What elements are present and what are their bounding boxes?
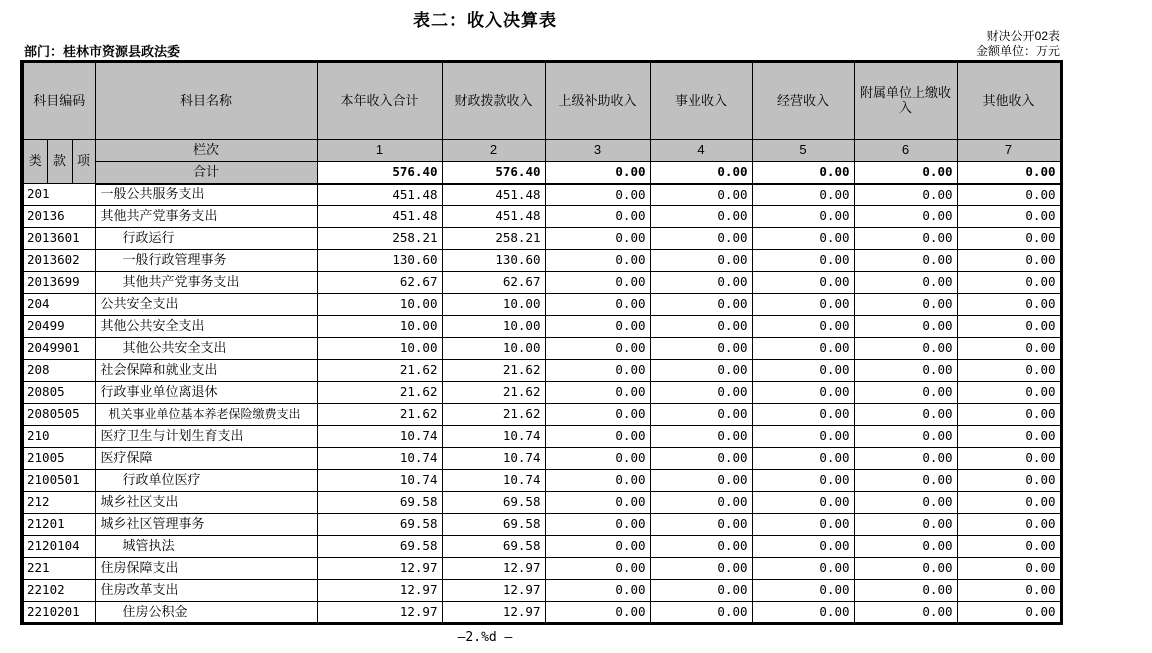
- header-row: [22, 62, 1061, 140]
- value-cell-4: 0.00: [650, 184, 752, 206]
- value-cell-2: 258.21: [442, 228, 545, 250]
- value-cell-4: 0.00: [650, 338, 752, 360]
- value-cell-4: 0.00: [650, 206, 752, 228]
- subject-name-cell: 机关事业单位基本养老保险缴费支出: [95, 404, 317, 426]
- col-number-1: 1: [317, 140, 442, 162]
- value-cell-2: 69.58: [442, 514, 545, 536]
- value-cell-4: 0.00: [650, 514, 752, 536]
- subject-code-cell: 22102: [22, 580, 95, 602]
- value-cell-2: 62.67: [442, 272, 545, 294]
- value-cell-3: 0.00: [545, 184, 650, 206]
- value-cell-2: 21.62: [442, 360, 545, 382]
- doc-code-label: 财决公开02表: [986, 29, 1060, 43]
- value-cell-6: 0.00: [854, 294, 957, 316]
- value-cell-7: 0.00: [957, 404, 1061, 426]
- subject-name-cell: 住房改革支出: [95, 580, 317, 602]
- subject-code-cell: 21201: [22, 514, 95, 536]
- subject-code-cell: 21005: [22, 448, 95, 470]
- value-cell-1: 258.21: [317, 228, 442, 250]
- value-cell-2: 10.74: [442, 470, 545, 492]
- value-cell-2: 21.62: [442, 404, 545, 426]
- value-cell-5: 0.00: [752, 580, 854, 602]
- value-cell-3: 0.00: [545, 228, 650, 250]
- subject-code-cell: 20805: [22, 382, 95, 404]
- value-cell-2: 12.97: [442, 580, 545, 602]
- subject-name-cell: 行政事业单位离退休: [95, 382, 317, 404]
- value-cell-1: 21.62: [317, 382, 442, 404]
- value-cell-2: 451.48: [442, 184, 545, 206]
- subject-name-cell: 其他共产党事务支出: [95, 272, 317, 294]
- table-row: [22, 228, 1061, 250]
- total-value-3: 0.00: [545, 162, 650, 184]
- value-cell-7: 0.00: [957, 580, 1061, 602]
- value-cell-5: 0.00: [752, 338, 854, 360]
- value-cell-5: 0.00: [752, 404, 854, 426]
- subject-code-cell: 204: [22, 294, 95, 316]
- value-cell-6: 0.00: [854, 404, 957, 426]
- value-cell-1: 10.74: [317, 426, 442, 448]
- value-cell-2: 130.60: [442, 250, 545, 272]
- value-cell-6: 0.00: [854, 448, 957, 470]
- value-cell-1: 69.58: [317, 492, 442, 514]
- page-title: 表二：收入决算表: [413, 11, 557, 30]
- header-code-xiang: 项: [72, 140, 95, 184]
- subject-name-cell: 一般行政管理事务: [95, 250, 317, 272]
- value-cell-1: 10.00: [317, 294, 442, 316]
- value-cell-3: 0.00: [545, 404, 650, 426]
- header-subject-name: 科目名称: [95, 62, 317, 140]
- value-cell-3: 0.00: [545, 470, 650, 492]
- value-cell-4: 0.00: [650, 382, 752, 404]
- table-row: [22, 536, 1061, 558]
- total-label: 合计: [95, 162, 317, 184]
- total-value-5: 0.00: [752, 162, 854, 184]
- header-col-4: 事业收入: [650, 62, 752, 140]
- subject-code-cell: 20499: [22, 316, 95, 338]
- value-cell-7: 0.00: [957, 382, 1061, 404]
- value-cell-3: 0.00: [545, 580, 650, 602]
- subject-name-cell: 社会保障和就业支出: [95, 360, 317, 382]
- subject-code-cell: 221: [22, 558, 95, 580]
- value-cell-6: 0.00: [854, 602, 957, 624]
- value-cell-2: 69.58: [442, 536, 545, 558]
- value-cell-6: 0.00: [854, 426, 957, 448]
- column-index-row: [22, 140, 1061, 162]
- value-cell-6: 0.00: [854, 206, 957, 228]
- subject-name-cell: 其他公共安全支出: [95, 316, 317, 338]
- value-cell-4: 0.00: [650, 250, 752, 272]
- value-cell-5: 0.00: [752, 184, 854, 206]
- department-label: 部门：桂林市资源县政法委: [24, 44, 181, 59]
- value-cell-7: 0.00: [957, 206, 1061, 228]
- value-cell-3: 0.00: [545, 272, 650, 294]
- subject-code-cell: 2080505: [22, 404, 95, 426]
- subject-code-cell: 2120104: [22, 536, 95, 558]
- header-code-lei: 类: [22, 140, 47, 184]
- value-cell-6: 0.00: [854, 470, 957, 492]
- value-cell-5: 0.00: [752, 558, 854, 580]
- value-cell-7: 0.00: [957, 448, 1061, 470]
- total-value-2: 576.40: [442, 162, 545, 184]
- subject-code-cell: 2013699: [22, 272, 95, 294]
- subject-code-cell: 2100501: [22, 470, 95, 492]
- subject-code-cell: 2210201: [22, 602, 95, 624]
- table-row: [22, 580, 1061, 602]
- footer-page-number: —2.%d —: [457, 630, 513, 645]
- value-cell-4: 0.00: [650, 448, 752, 470]
- value-cell-2: 10.74: [442, 426, 545, 448]
- value-cell-4: 0.00: [650, 580, 752, 602]
- lanci-label: 栏次: [95, 140, 317, 162]
- subject-name-cell: 公共安全支出: [95, 294, 317, 316]
- table-head: [22, 62, 1061, 184]
- value-cell-6: 0.00: [854, 250, 957, 272]
- subject-name-cell: 医疗保障: [95, 448, 317, 470]
- subject-name-cell: 行政运行: [95, 228, 317, 250]
- header-col-5: 经营收入: [752, 62, 854, 140]
- subject-code-cell: 2013602: [22, 250, 95, 272]
- value-cell-2: 12.97: [442, 602, 545, 624]
- table-row: [22, 558, 1061, 580]
- value-cell-7: 0.00: [957, 250, 1061, 272]
- value-cell-6: 0.00: [854, 272, 957, 294]
- subject-name-cell: 其他公共安全支出: [95, 338, 317, 360]
- header-code-kuan: 款: [47, 140, 72, 184]
- value-cell-7: 0.00: [957, 426, 1061, 448]
- value-cell-1: 12.97: [317, 602, 442, 624]
- value-cell-4: 0.00: [650, 536, 752, 558]
- table-row: [22, 316, 1061, 338]
- value-cell-6: 0.00: [854, 338, 957, 360]
- value-cell-5: 0.00: [752, 448, 854, 470]
- col-number-3: 3: [545, 140, 650, 162]
- header-col-6: 附属单位上缴收入: [854, 62, 957, 140]
- table-row: [22, 250, 1061, 272]
- total-value-4: 0.00: [650, 162, 752, 184]
- value-cell-2: 12.97: [442, 558, 545, 580]
- value-cell-3: 0.00: [545, 492, 650, 514]
- value-cell-6: 0.00: [854, 492, 957, 514]
- value-cell-7: 0.00: [957, 602, 1061, 624]
- value-cell-1: 12.97: [317, 580, 442, 602]
- value-cell-7: 0.00: [957, 470, 1061, 492]
- subject-name-cell: 城乡社区支出: [95, 492, 317, 514]
- total-value-1: 576.40: [317, 162, 442, 184]
- total-row: [22, 162, 1061, 184]
- total-value-7: 0.00: [957, 162, 1061, 184]
- value-cell-1: 12.97: [317, 558, 442, 580]
- table-row: [22, 470, 1061, 492]
- table-row: [22, 448, 1061, 470]
- value-cell-5: 0.00: [752, 514, 854, 536]
- value-cell-1: 451.48: [317, 184, 442, 206]
- total-value-6: 0.00: [854, 162, 957, 184]
- value-cell-6: 0.00: [854, 184, 957, 206]
- value-cell-2: 10.00: [442, 294, 545, 316]
- subject-name-cell: 其他共产党事务支出: [95, 206, 317, 228]
- table-row: [22, 492, 1061, 514]
- header-col-2: 财政拨款收入: [442, 62, 545, 140]
- value-cell-6: 0.00: [854, 536, 957, 558]
- value-cell-4: 0.00: [650, 272, 752, 294]
- subject-code-cell: 201: [22, 184, 95, 206]
- value-cell-5: 0.00: [752, 470, 854, 492]
- value-cell-2: 69.58: [442, 492, 545, 514]
- value-cell-4: 0.00: [650, 602, 752, 624]
- subject-code-cell: 208: [22, 360, 95, 382]
- value-cell-1: 10.00: [317, 338, 442, 360]
- value-cell-5: 0.00: [752, 492, 854, 514]
- table-row: [22, 184, 1061, 206]
- value-cell-7: 0.00: [957, 228, 1061, 250]
- subject-name-cell: 医疗卫生与计划生育支出: [95, 426, 317, 448]
- value-cell-4: 0.00: [650, 558, 752, 580]
- subject-code-cell: 210: [22, 426, 95, 448]
- value-cell-1: 451.48: [317, 206, 442, 228]
- table-row: [22, 404, 1061, 426]
- value-cell-1: 21.62: [317, 404, 442, 426]
- value-cell-5: 0.00: [752, 426, 854, 448]
- table-row: [22, 514, 1061, 536]
- value-cell-2: 10.00: [442, 316, 545, 338]
- value-cell-1: 62.67: [317, 272, 442, 294]
- value-cell-2: 10.00: [442, 338, 545, 360]
- col-number-7: 7: [957, 140, 1061, 162]
- value-cell-1: 21.62: [317, 360, 442, 382]
- unit-label: 金额单位：万元: [975, 44, 1060, 58]
- value-cell-5: 0.00: [752, 536, 854, 558]
- value-cell-3: 0.00: [545, 448, 650, 470]
- value-cell-6: 0.00: [854, 360, 957, 382]
- subject-code-cell: 20136: [22, 206, 95, 228]
- table-row: [22, 338, 1061, 360]
- table-row: [22, 294, 1061, 316]
- header-col-3: 上级补助收入: [545, 62, 650, 140]
- value-cell-1: 69.58: [317, 514, 442, 536]
- table-row: [22, 426, 1061, 448]
- value-cell-3: 0.00: [545, 536, 650, 558]
- table-row: [22, 272, 1061, 294]
- col-number-5: 5: [752, 140, 854, 162]
- revenue-table: [20, 60, 1063, 625]
- value-cell-4: 0.00: [650, 470, 752, 492]
- subject-name-cell: 城管执法: [95, 536, 317, 558]
- table-row: [22, 206, 1061, 228]
- value-cell-7: 0.00: [957, 294, 1061, 316]
- value-cell-5: 0.00: [752, 206, 854, 228]
- value-cell-7: 0.00: [957, 272, 1061, 294]
- value-cell-1: 10.00: [317, 316, 442, 338]
- value-cell-5: 0.00: [752, 228, 854, 250]
- subject-name-cell: 住房公积金: [95, 602, 317, 624]
- value-cell-6: 0.00: [854, 228, 957, 250]
- value-cell-3: 0.00: [545, 382, 650, 404]
- value-cell-5: 0.00: [752, 382, 854, 404]
- value-cell-7: 0.00: [957, 184, 1061, 206]
- value-cell-4: 0.00: [650, 426, 752, 448]
- value-cell-4: 0.00: [650, 294, 752, 316]
- value-cell-4: 0.00: [650, 404, 752, 426]
- value-cell-1: 10.74: [317, 448, 442, 470]
- value-cell-7: 0.00: [957, 514, 1061, 536]
- value-cell-3: 0.00: [545, 558, 650, 580]
- value-cell-7: 0.00: [957, 536, 1061, 558]
- value-cell-3: 0.00: [545, 294, 650, 316]
- subject-code-cell: 2049901: [22, 338, 95, 360]
- value-cell-7: 0.00: [957, 338, 1061, 360]
- table-row: [22, 360, 1061, 382]
- value-cell-5: 0.00: [752, 360, 854, 382]
- value-cell-7: 0.00: [957, 360, 1061, 382]
- value-cell-5: 0.00: [752, 316, 854, 338]
- subject-name-cell: 城乡社区管理事务: [95, 514, 317, 536]
- value-cell-7: 0.00: [957, 492, 1061, 514]
- value-cell-4: 0.00: [650, 492, 752, 514]
- value-cell-3: 0.00: [545, 206, 650, 228]
- value-cell-2: 21.62: [442, 382, 545, 404]
- value-cell-7: 0.00: [957, 316, 1061, 338]
- value-cell-6: 0.00: [854, 316, 957, 338]
- value-cell-3: 0.00: [545, 250, 650, 272]
- value-cell-6: 0.00: [854, 558, 957, 580]
- value-cell-2: 451.48: [442, 206, 545, 228]
- value-cell-3: 0.00: [545, 316, 650, 338]
- value-cell-5: 0.00: [752, 602, 854, 624]
- value-cell-5: 0.00: [752, 294, 854, 316]
- value-cell-3: 0.00: [545, 360, 650, 382]
- header-subject-code: 科目编码: [22, 62, 95, 140]
- value-cell-4: 0.00: [650, 316, 752, 338]
- table-row: [22, 602, 1061, 624]
- subject-name-cell: 住房保障支出: [95, 558, 317, 580]
- value-cell-6: 0.00: [854, 382, 957, 404]
- value-cell-7: 0.00: [957, 558, 1061, 580]
- value-cell-6: 0.00: [854, 514, 957, 536]
- col-number-6: 6: [854, 140, 957, 162]
- subject-code-cell: 212: [22, 492, 95, 514]
- table-body: [22, 184, 1061, 624]
- value-cell-2: 10.74: [442, 448, 545, 470]
- col-number-4: 4: [650, 140, 752, 162]
- value-cell-4: 0.00: [650, 360, 752, 382]
- value-cell-3: 0.00: [545, 514, 650, 536]
- value-cell-5: 0.00: [752, 272, 854, 294]
- value-cell-3: 0.00: [545, 426, 650, 448]
- table-row: [22, 382, 1061, 404]
- value-cell-3: 0.00: [545, 338, 650, 360]
- value-cell-1: 10.74: [317, 470, 442, 492]
- value-cell-1: 69.58: [317, 536, 442, 558]
- subject-name-cell: 一般公共服务支出: [95, 184, 317, 206]
- value-cell-1: 130.60: [317, 250, 442, 272]
- value-cell-4: 0.00: [650, 228, 752, 250]
- value-cell-5: 0.00: [752, 250, 854, 272]
- subject-code-cell: 2013601: [22, 228, 95, 250]
- value-cell-6: 0.00: [854, 580, 957, 602]
- value-cell-3: 0.00: [545, 602, 650, 624]
- subject-name-cell: 行政单位医疗: [95, 470, 317, 492]
- col-number-2: 2: [442, 140, 545, 162]
- header-col-1: 本年收入合计: [317, 62, 442, 140]
- header-col-7: 其他收入: [957, 62, 1061, 140]
